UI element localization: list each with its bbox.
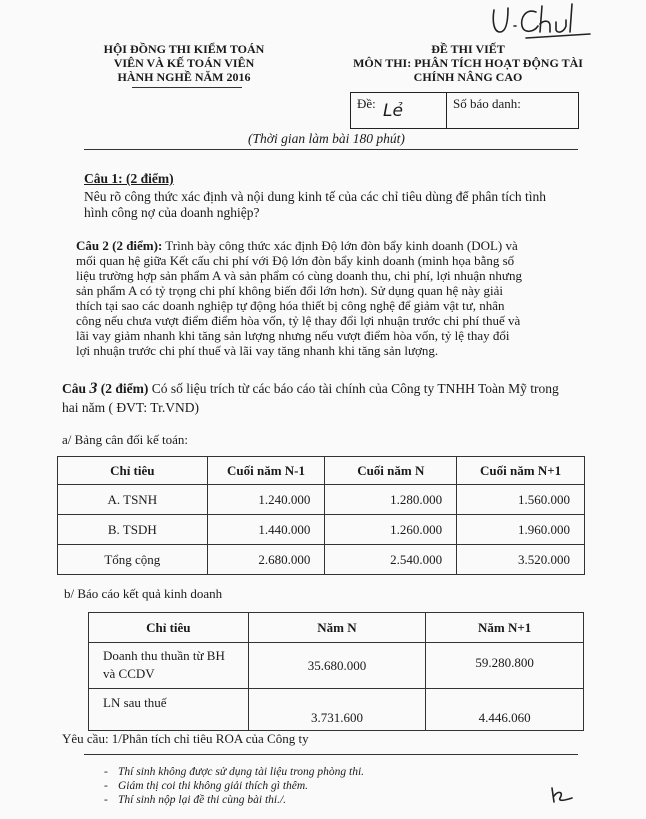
council-line-3: HÀNH NGHỀ NĂM 2016: [117, 70, 251, 84]
subject-line-2: CHÍNH NÂNG CAO: [413, 70, 523, 84]
question-2-line: liệu trường hợp sản phẩm A và sản phẩm có cùng doanh thu, chi phí, lợi nhuận nhưng: [76, 268, 522, 283]
exam-code-label: Đề:: [357, 96, 376, 111]
subject-line-1: MÔN THI: PHÂN TÍCH HOẠT ĐỘNG TÀI: [353, 56, 583, 70]
question-3: [62, 381, 622, 416]
header-left-underline: [132, 87, 242, 88]
question-1-text: [84, 189, 594, 221]
question-2-line: lãi vay giảm nhanh khi tăng sản lượng nhưng nếu vượt điểm hòa vốn, tỷ lệ thay đổi: [76, 328, 510, 343]
income-statement-label: b/ Báo cáo kết quả kinh doanh: [64, 586, 223, 601]
question-3-title: Câu 3 (2 điểm): [62, 380, 149, 397]
balance-header: Cuối năm N: [325, 457, 457, 485]
table-row: LN sau thuế 3.731.600 4.446.060: [89, 689, 584, 731]
question-2-line: lợi nhuận trước chi phí thuế và lãi vay tăng nhanh khi tăng sản lượng.: [76, 343, 439, 358]
income-header: Chỉ tiêu: [89, 613, 249, 643]
question-2-line: Trình bày công thức xác định Độ lớn đòn bẩy kinh doanh (DOL) và: [162, 238, 518, 253]
footer-note: - Giám thị coi thi không giải thích gì thêm.: [104, 780, 309, 792]
table-row: A. TSNH 1.240.000 1.280.000 1.560.000: [58, 485, 585, 515]
council-line-1: HỘI ĐỒNG THI KIỂM TOÁN: [103, 42, 265, 56]
exam-title: ĐỀ THI VIẾT: [431, 42, 505, 56]
signature-bottom: [548, 782, 578, 806]
table-row: Tổng cộng 2.680.000 2.540.000 3.520.000: [58, 545, 585, 575]
table-row: B. TSDH 1.440.000 1.260.000 1.960.000: [58, 515, 585, 545]
question-1-title: Câu 1: (2 điểm): [84, 171, 174, 186]
balance-sheet-label: a/ Bảng cân đối kế toán:: [62, 432, 188, 447]
footer-divider: [84, 754, 578, 755]
question-1-line: Nêu rõ công thức xác định và nội dung kinh tế của các chỉ tiêu dùng để phân tích tình: [84, 189, 547, 204]
question-3-number: 3: [89, 380, 98, 397]
footer-notes: [104, 765, 364, 807]
balance-header: Chỉ tiêu: [58, 457, 208, 485]
income-statement-table: [88, 612, 584, 731]
exam-duration: (Thời gian làm bài 180 phút): [248, 131, 405, 146]
question-2-line: sản phẩm A có tỷ trọng chi phí không biến đổi lớn hơn). Sử dụng quan hệ này giải: [76, 283, 503, 298]
candidate-number-label: Số báo danh:: [453, 96, 521, 111]
question-2-line: thích tại sao các doanh nghiệp tự động hóa thiết bị công nghệ để giảm vật tư, nhân: [76, 298, 505, 313]
footer-note: - Thí sinh không được sử dụng tài liệu trong phòng thi.: [104, 766, 365, 778]
balance-header: Cuối năm N-1: [207, 457, 325, 485]
exam-code-box: [350, 92, 579, 129]
signature-top: [486, 2, 596, 44]
footer-note: - Thí sinh nộp lại đề thi cùng bài thi./.: [104, 794, 287, 806]
table-row: Doanh thu thuần từ BH và CCDV 35.680.000 59.280.800: [89, 643, 584, 689]
header-left: [84, 42, 284, 84]
income-header: Năm N: [248, 613, 426, 643]
header-right: [318, 42, 618, 84]
question-1-line: hình công nợ của doanh nghiệp?: [84, 205, 260, 220]
question-2-title: Câu 2 (2 điểm):: [76, 238, 163, 253]
request-text: Yêu cầu: 1/Phân tích chỉ tiêu ROA của Công ty: [62, 731, 309, 746]
exam-code-value: Lẻ: [383, 101, 403, 121]
question-3-line: Có số liệu trích từ các báo cáo tài chính của Công ty TNHH Toàn Mỹ trong: [148, 381, 559, 396]
income-header: Năm N+1: [426, 613, 584, 643]
question-3-line: hai năm ( ĐVT: Tr.VND): [62, 400, 199, 415]
balance-header: Cuối năm N+1: [457, 457, 585, 485]
question-2-line: công nếu chưa vượt điểm điểm hòa vốn, tỷ lệ thay đổi lợi nhuận trước chi phí thuế và: [76, 313, 521, 328]
council-line-2: VIÊN VÀ KẾ TOÁN VIÊN: [113, 56, 255, 70]
balance-sheet-table: [57, 456, 585, 575]
question-2: [76, 238, 596, 358]
header-divider: [84, 149, 578, 150]
question-2-line: mối quan hệ giữa Kết cấu chi phí với Độ lớn đòn bẩy kinh doanh (minh họa bằng số: [76, 253, 515, 268]
